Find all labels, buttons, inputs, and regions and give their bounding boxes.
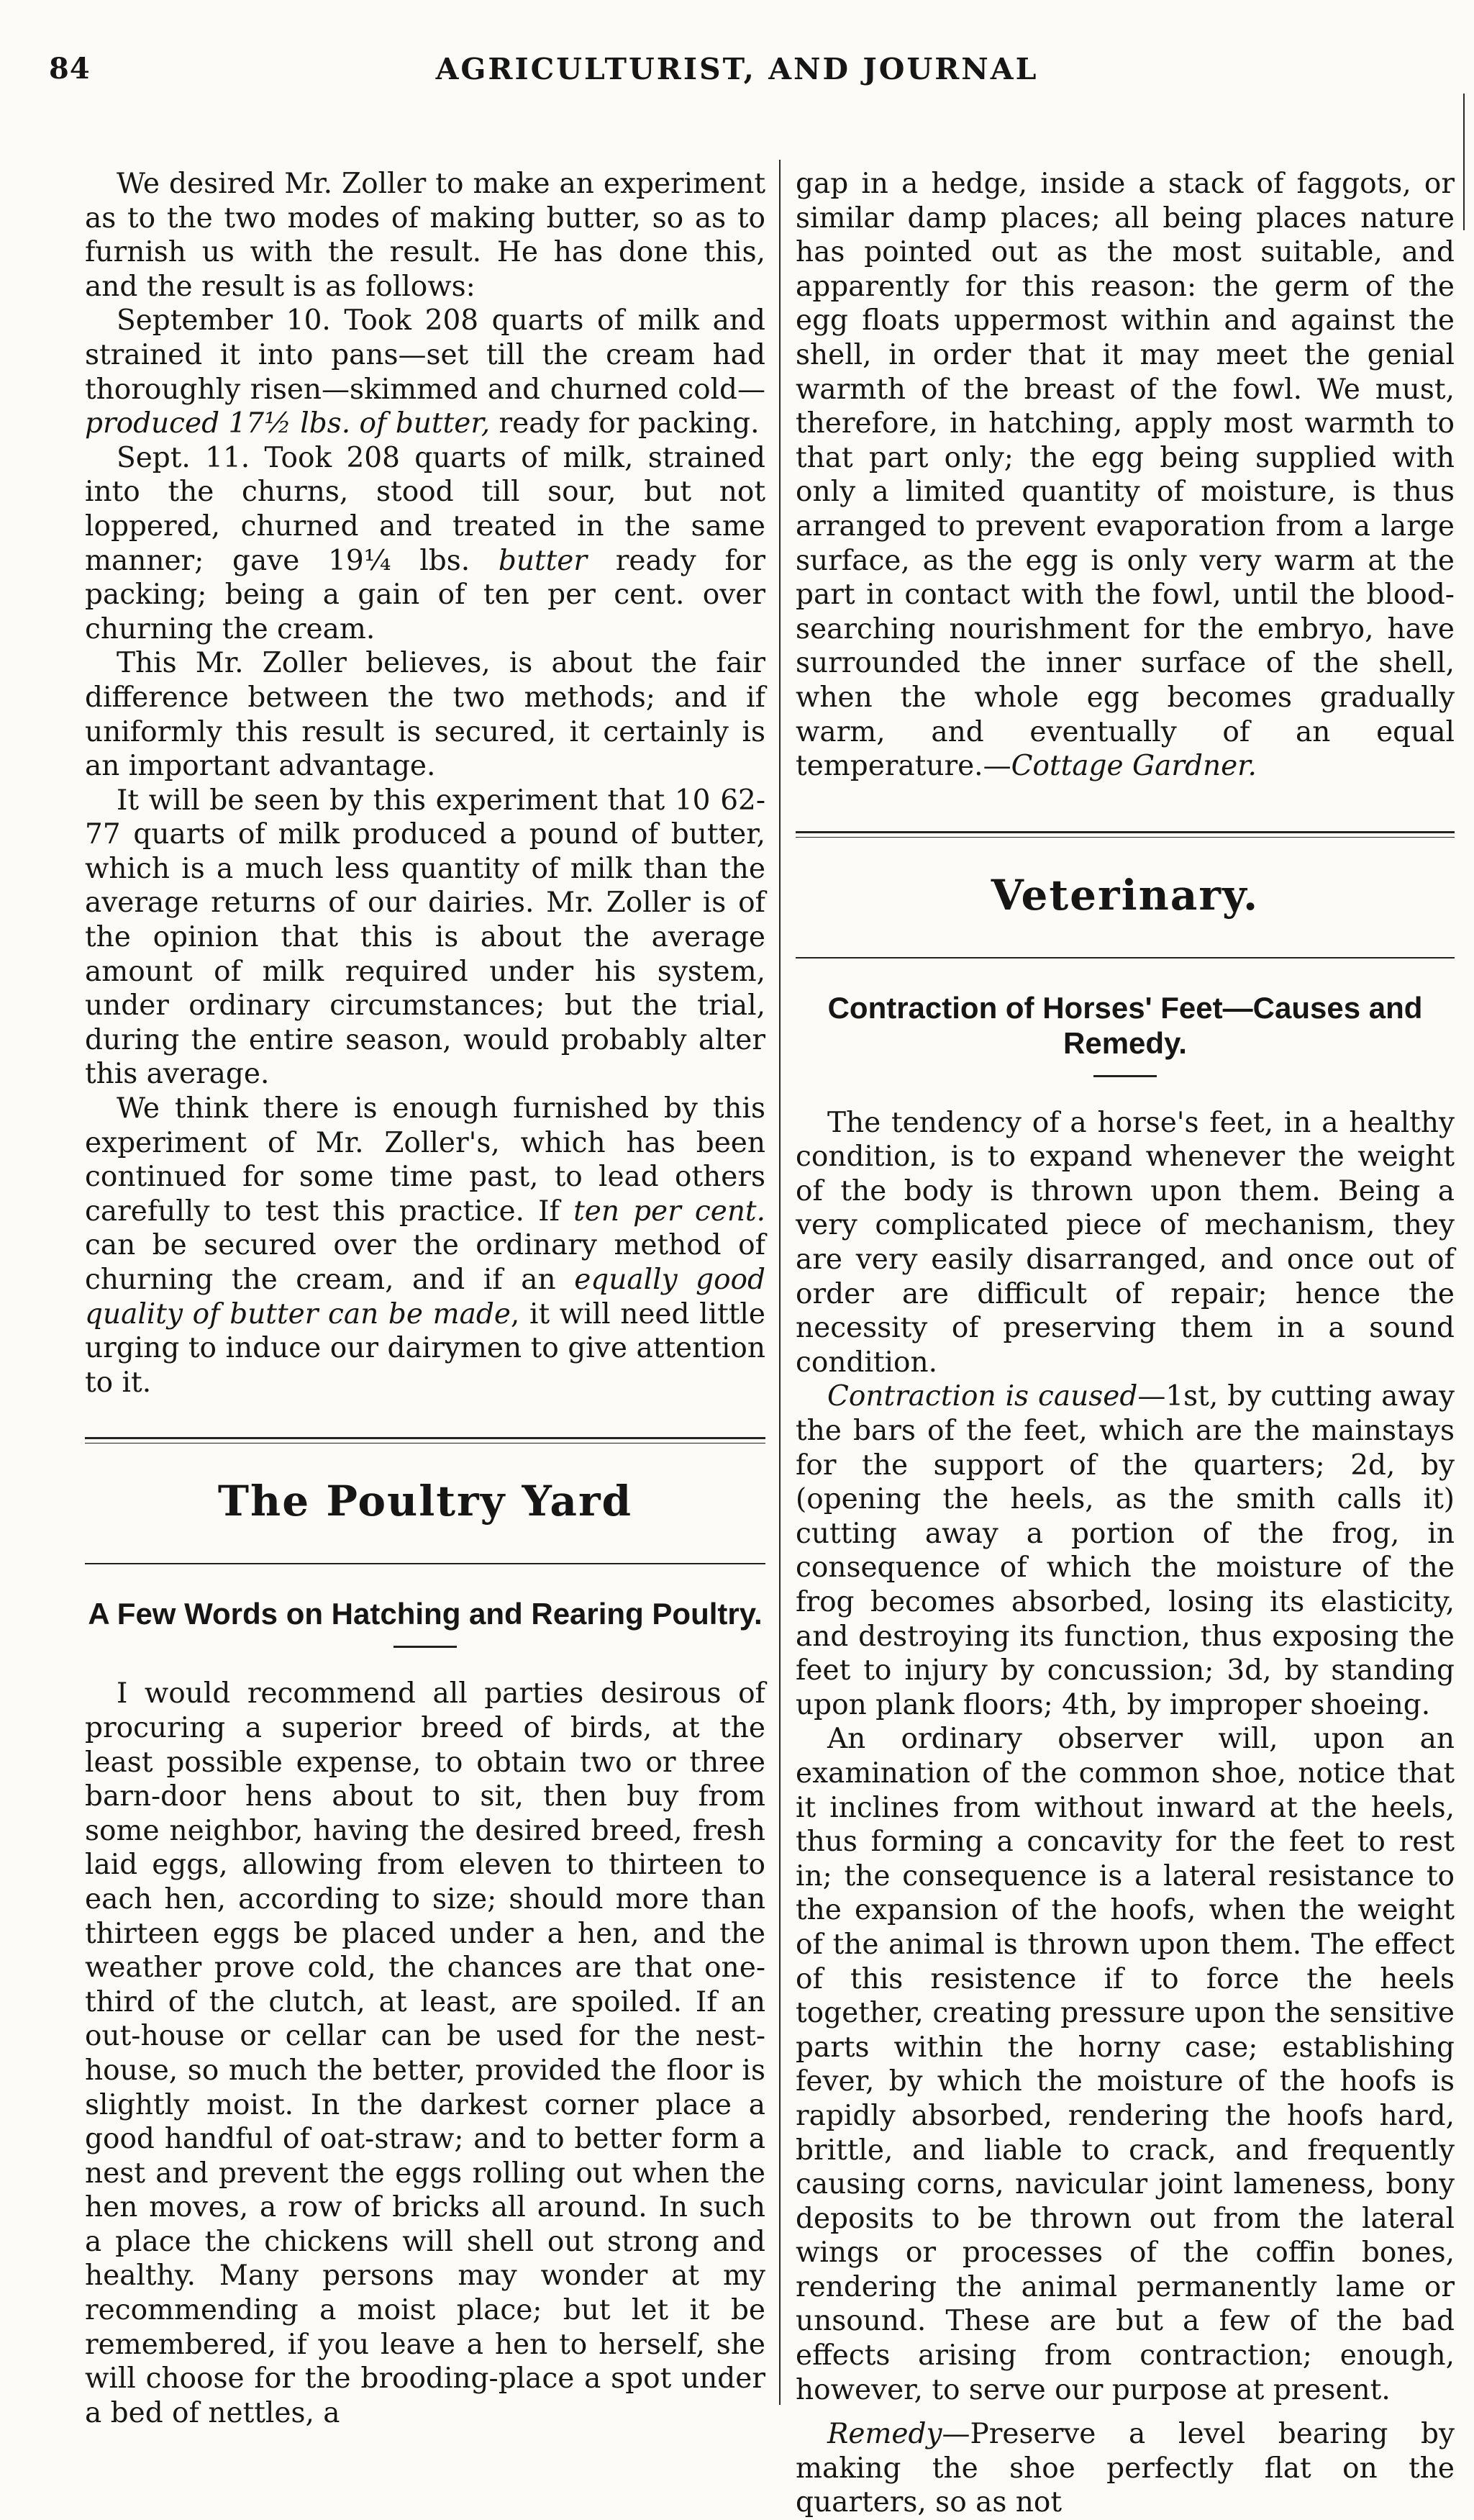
article-title-poultry: A Few Words on Hatching and Rearing Poultry. (88, 1597, 763, 1631)
section-title-poultry: The Poultry Yard (217, 1477, 633, 1526)
paragraph: An ordinary observer will, upon an examination of the common shoe, notice that it inclines from without inward at the heels, thus forming a concavity for the feet to rest in; the consequence is a lateral resistance to the expansion of the hoofs, when the weight of the animal is thrown upon them. The effect of this resistence if to force the heels together, creating pressure upon the sensitive parts within the horny case; establishing fever, by which the moisture of the hoofs is rapidly absorbed, rendering the hoofs hard, brittle, and liable to crack, and frequently causing corns, navicular joint lameness, bony deposits to be thrown out from the lateral wings or processes of the coffin bones, rendering the animal permanently lame or unsound. These are but a few of the bad effects arising from contraction; enough, however, to serve our purpose at present. (796, 1723, 1455, 2406)
article-title-veterinary: Contraction of Horses' Feet—Causes and Remedy. (827, 990, 1423, 1060)
section-underline (796, 957, 1455, 958)
paragraph: We think there is enough furnished by this experiment of Mr. Zoller's, which has been continued for some time past, to lead others carefully to test this practice. If ten per cent. can be secured over the ordinary method of churning the cream, and if an equally good quality of butter can be made, it will need little urging to induce our dairymen to give attention to it. (85, 1092, 766, 1399)
paragraph: Contraction is caused—1st, by cutting away the bars of the feet, which are the mainstays for the support of the quarters; 2d, by (opening the heels, as the smith calls it) cutting away a portion of the frog, in consequence of which the moisture of the frog becomes absorbed, losing its elasticity, and destroying its function, thus exposing the feet to injury by concussion; 3d, by standing upon plank floors; 4th, by improper shoeing. (796, 1380, 1455, 1721)
paragraph: We desired Mr. Zoller to make an experiment as to the two modes of making butter, so as to furnish us with the result. He has done this, and the result is as follows: (85, 168, 765, 303)
title-rule (393, 1646, 457, 1648)
section-underline (85, 1563, 765, 1564)
right-column (796, 167, 1455, 2520)
paragraph: Sept. 11. Took 208 quarts of milk, strained into the churns, stood till sour, but not loppered, churned and treated in the same manner; gave 19¼ lbs. butter ready for packing; being a gain of ten per cent. over churning the cream. (85, 441, 766, 645)
running-title: AGRICULTURIST, AND JOURNAL (435, 52, 1039, 86)
paragraph: This Mr. Zoller believes, is about the fair difference between the two methods; and if uniformly this result is secured, it certainly is an important advantage. (85, 647, 765, 783)
section-rule (796, 831, 1455, 838)
paragraph: September 10. Took 208 quarts of milk and strained it into pans—set till the cream had thoroughly risen—skimmed and churned cold—produced 17½ lbs. of butter, ready for packing. (85, 304, 765, 440)
paragraph: It will be seen by this experiment that 10 62-77 quarts of milk produced a pound of butter, which is a much less quantity of milk than the average returns of our dairies. Mr. Zoller is of the opinion that this is about the average amount of milk required under his system, under ordinary circumstances; but the trial, during the entire season, would probably alter this average. (85, 784, 765, 1091)
left-column (85, 167, 765, 2430)
section-title-veterinary: Veterinary. (991, 870, 1260, 920)
column-divider (779, 160, 781, 2405)
paragraph: Remedy—Preserve a level bearing by making the shoe perfectly flat on the quarters, so as not (796, 2418, 1455, 2519)
title-rule (1093, 1075, 1157, 1077)
paragraph: The tendency of a horse's feet, in a healthy condition, is to expand whenever the weight of the body is thrown upon them. Being a very complicated piece of mechanism, they are very easily disarranged, and once out of order are difficult of repair; hence the necessity of preserving them in a sound condition. (796, 1106, 1455, 1379)
edge-rule (1463, 94, 1465, 230)
article-body: I would recommend all parties desirous of procuring a superior breed of birds, at the least possible expense, to obtain two or three barn-door hens about to sit, then buy from some neighbor, having the desired breed, fresh laid eggs, allowing from eleven to thirteen to each hen, according to size; should more than thirteen eggs be placed under a hen, and the weather prove cold, the chances are that one-third of the clutch, at least, are spoiled. If an out-house or cellar can be used for the nest-house, so much the better, provided the floor is slightly moist. In the darkest corner place a good handful of oat-straw; and to better form a nest and prevent the eggs rolling out when the hen moves, a row of bricks all around. In such a place the chickens will shell out strong and healthy. Many persons may wonder at my recommending a moist place; but let it be remembered, if you leave a hen to herself, she will choose for the brooding-place a spot under a bed of nettles, a (85, 1677, 765, 2429)
page-header (0, 52, 1474, 102)
paragraph: gap in a hedge, inside a stack of faggots, or similar damp places; all being places nature has pointed out as the most suitable, and apparently for this reason: the germ of the egg floats uppermost within and against the shell, in order that it may meet the genial warmth of the breast of the fowl. We must, therefore, in hatching, apply most warmth to that part only; the egg being supplied with only a limited quantity of moisture, is thus arranged to prevent evaporation from a large surface, as the egg is only very warm at the part in contact with the fowl, until the blood-searching nourishment for the embryo, have surrounded the inner surface of the shell, when the whole egg becomes gradually warm, and eventually of an equal temperature.—Cottage Gardner. (796, 168, 1455, 783)
source-credit: Cottage Gardner. (1011, 750, 1257, 783)
section-rule (85, 1437, 765, 1443)
page-number: 84 (49, 52, 91, 86)
